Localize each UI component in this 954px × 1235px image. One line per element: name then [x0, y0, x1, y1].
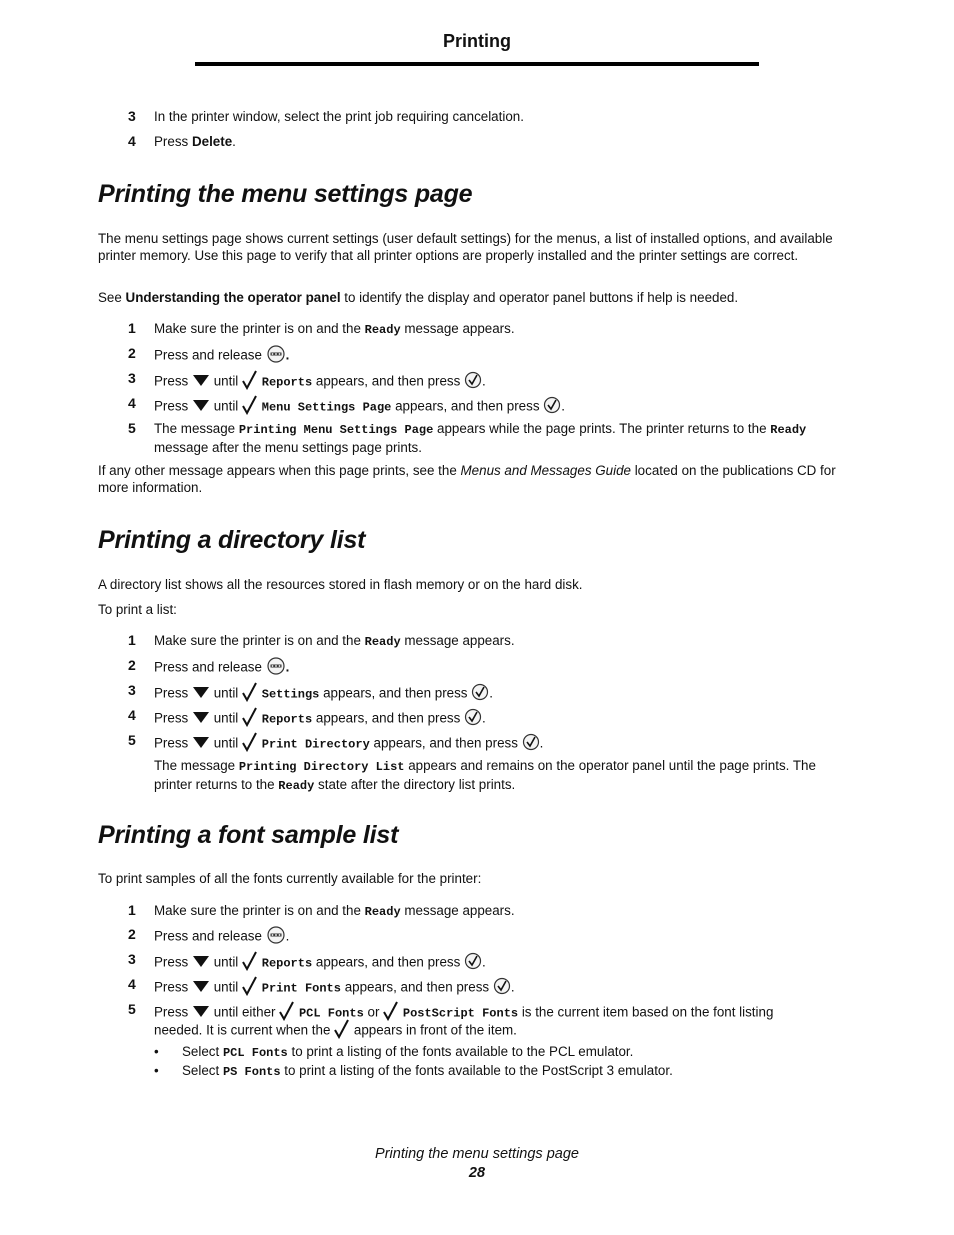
down-arrow-icon	[192, 374, 210, 391]
step-text: needed. It is current when the appears in front of the item.	[154, 1019, 854, 1043]
step-text: Make sure the printer is on and the Ready message appears.	[154, 321, 515, 337]
step-text: Make sure the printer is on and the Ready message appears.	[154, 633, 515, 649]
step-text: Press and release .	[154, 345, 854, 367]
select-button-icon	[464, 371, 482, 393]
check-mark-icon	[242, 732, 258, 756]
select-button-icon	[471, 683, 489, 705]
step-number: 2	[128, 926, 136, 942]
select-button-icon	[543, 396, 561, 418]
step-number: 5	[128, 732, 136, 748]
step-number: 3	[128, 951, 136, 967]
step-number: 2	[128, 345, 136, 361]
section-heading: Printing a directory list	[98, 526, 366, 554]
step-number: 4	[128, 707, 136, 723]
cross-reference: Understanding the operator panel	[125, 290, 341, 305]
select-button-icon	[522, 733, 540, 755]
check-mark-icon	[242, 951, 258, 975]
step-text: Press and release .	[154, 657, 854, 679]
step-number: 3	[128, 108, 136, 124]
step-text: Press until Settings appears, and then press .	[154, 682, 854, 706]
paragraph: The menu settings page shows current settings (user default settings) for the menus, a list of installed options, and available printer memory. Use this page to verify that all printer options are properly installed and the printer settings are correct.	[98, 231, 833, 263]
step-number: 1	[128, 902, 136, 918]
menu-button-icon	[266, 926, 286, 948]
section-heading: Printing the menu settings page	[98, 180, 473, 208]
step-number: 1	[128, 320, 136, 336]
paragraph: See Understanding the operator panel to identify the display and operator panel buttons if help is needed.	[98, 290, 739, 305]
menu-button-icon	[266, 657, 286, 679]
step-note-text: The message Printing Directory List appears and remains on the operator panel until the page prints. The printer returns to the Ready state after the directory list prints.	[154, 758, 816, 793]
down-arrow-icon	[192, 980, 210, 997]
step-text: Press Delete.	[154, 134, 236, 149]
step-text: Make sure the printer is on and the Ready message appears.	[154, 903, 515, 919]
page-number: 28	[468, 1165, 486, 1181]
select-button-icon	[464, 952, 482, 974]
select-button-icon	[464, 708, 482, 730]
step-text: Press until Reports appears, and then press .	[154, 951, 854, 975]
check-mark-icon	[242, 395, 258, 419]
check-mark-icon	[334, 1019, 350, 1043]
step-text: Press until Print Directory appears, and then press .	[154, 732, 854, 756]
section-heading: Printing a font sample list	[98, 821, 399, 849]
step-number: 4	[128, 395, 136, 411]
down-arrow-icon	[192, 686, 210, 703]
footer-title: Printing the menu settings page	[375, 1146, 579, 1162]
step-number: 5	[128, 420, 136, 436]
paragraph: A directory list shows all the resources stored in flash memory or on the hard disk.	[98, 577, 583, 592]
bullet-text: Select PCL Fonts to print a listing of the fonts available to the PCL emulator.	[182, 1044, 634, 1060]
paragraph: To print samples of all the fonts currently available for the printer:	[98, 871, 482, 886]
paragraph: To print a list:	[98, 602, 177, 617]
step-text: Press until Print Fonts appears, and then press .	[154, 976, 854, 1000]
down-arrow-icon	[192, 955, 210, 972]
bullet-marker: •	[154, 1063, 159, 1078]
step-number: 4	[128, 976, 136, 992]
down-arrow-icon	[192, 736, 210, 753]
step-text: Press and release .	[154, 926, 854, 948]
bullet-text: Select PS Fonts to print a listing of the fonts available to the PostScript 3 emulator.	[182, 1063, 673, 1079]
step-number: 5	[128, 1001, 136, 1017]
step-text: Press until Reports appears, and then press .	[154, 707, 854, 731]
select-button-icon	[493, 977, 511, 999]
step-text: Press until either PCL Fonts or PostScript Fonts is the current item based on the font listing	[154, 1001, 854, 1025]
step-number: 4	[128, 133, 136, 149]
check-mark-icon	[242, 370, 258, 394]
step-text: The message Printing Menu Settings Page appears while the page prints. The printer returns to the Ready message after the menu settings page prints.	[154, 421, 807, 455]
step-number: 2	[128, 657, 136, 673]
check-mark-icon	[242, 707, 258, 731]
bullet-marker: •	[154, 1044, 159, 1059]
step-number: 3	[128, 370, 136, 386]
down-arrow-icon	[192, 711, 210, 728]
header-rule	[195, 62, 759, 66]
step-text: In the printer window, select the print job requiring cancelation.	[154, 109, 524, 124]
step-text: Press until Menu Settings Page appears, and then press .	[154, 395, 854, 419]
paragraph: If any other message appears when this page prints, see the Menus and Messages Guide located on the publications CD for more information.	[98, 463, 836, 495]
down-arrow-icon	[192, 399, 210, 416]
check-mark-icon	[242, 682, 258, 706]
step-number: 1	[128, 632, 136, 648]
check-mark-icon	[242, 976, 258, 1000]
step-number: 3	[128, 682, 136, 698]
menu-button-icon	[266, 345, 286, 367]
step-text: Press until Reports appears, and then press .	[154, 370, 854, 394]
page-header-title: Printing	[443, 31, 511, 51]
